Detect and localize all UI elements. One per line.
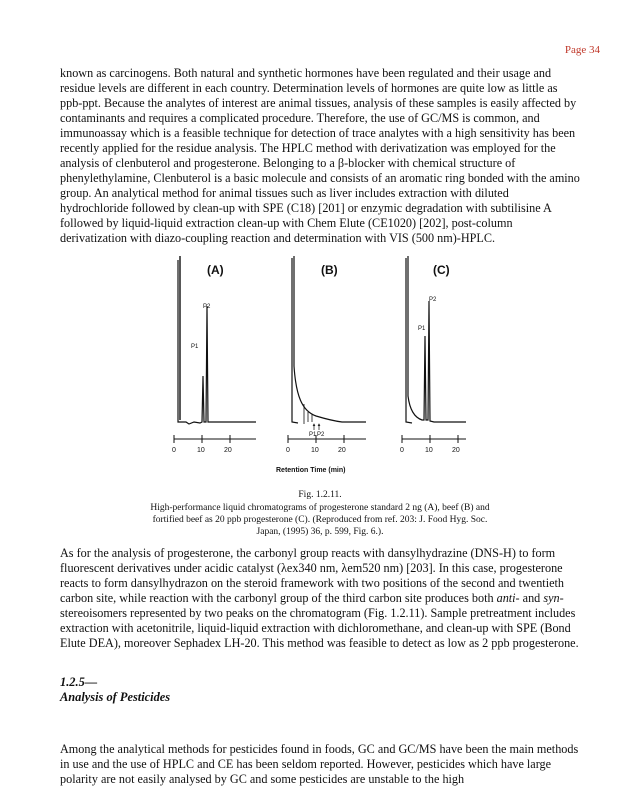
- p2-em-text: em520 nm) [203]. In this case, progesterone reacts to form dansylhydrazon on the steroid framework with two positions of the second and twentieth carbon site, while reaction with the carbonyl group of the third carbon site produces both: [60, 561, 564, 605]
- panel-c-tick-0: 0: [400, 447, 404, 454]
- p2-ex-text: ex340 nm,: [286, 561, 342, 575]
- page-number: Page 34: [564, 44, 600, 56]
- panel-a-peak-p1: P1: [191, 344, 199, 350]
- anti-text: anti-: [496, 591, 520, 605]
- chromatogram-figure: [166, 246, 476, 482]
- panel-b: [286, 256, 366, 454]
- x-axis-title: Retention Time (min): [276, 467, 346, 474]
- panel-c-label: (C): [433, 263, 450, 277]
- p1-text-b: -blocker with chemical structure of phenylethylamine, Clenbuterol is a basic molecule and consists of an aromatic ring bonded with the amino group. An analytical method for animal tissues such as liver includes extraction with diluted hydrochloride followed by clean-up with SPE (C18) [201] or enzymic degradation with subtilisine A followed by liquid-liquid extraction clean-up with Chem Elute (CE1020) [202], post-column derivatization with diazo-coupling reaction and determination with VIS (500 nm)-HPLC.: [60, 156, 580, 245]
- lambda-em-symbol: λ: [341, 561, 348, 575]
- panel-a-tick-20: 20: [224, 447, 232, 454]
- panel-c-tick-10: 10: [425, 447, 433, 454]
- beta-symbol: β: [337, 156, 345, 170]
- and-text: and: [519, 591, 544, 605]
- p2-text-b: stereoisomers represented by two peaks on the chromatogram (Fig. 1.2.11). Sample pretreatment includes extraction with acetonitrile, liquid-liquid extraction with dichloromethane, and clean-up with SPE (Bond Elute DEA), moreover Sephadex LH-20. This method was feasible to detect as low as 2 ppb progesterone.: [60, 606, 579, 650]
- paragraph-pesticides: Among the analytical methods for pesticides found in foods, GC and GC/MS have been the main methods in use and the use of HPLC and CE has been seldom reported. However, pesticides which have large polarity are not easily analysed by GC and some pesticides are unstable to the high: [60, 742, 579, 786]
- panel-a-label: (A): [207, 263, 224, 277]
- p1-text-a: known as carcinogens. Both natural and synthetic hormones have been regulated and their usage and residue levels are different in each country. Determination levels of hormones are quite low as little as ppb-ppt. Because the analytes of interest are animal tissues, analysis of these samples is easily affected by contaminants and requires a complicated procedure. Therefore, the use of GC/MS is common, and immunoassay which is a feasible technique for detection of trace analytes with a high sensitivity has been recently applied for the residue analysis. The HPLC method with derivatization was employed for the analysis of clenbuterol and progesterone. Belonging to a: [60, 66, 577, 170]
- panel-c-tick-20: 20: [452, 447, 460, 454]
- panel-b-peak-p1: P1: [309, 432, 317, 438]
- section-number: 1.2.5—: [60, 675, 98, 689]
- paragraph-hormones: [60, 66, 580, 246]
- panel-b-tick-20: 20: [338, 447, 346, 454]
- panel-c: [400, 256, 466, 454]
- section-title: Analysis of Pesticides: [60, 690, 171, 704]
- panel-b-tick-10: 10: [311, 447, 319, 454]
- p2-text-a: As for the analysis of progesterone, the carbonyl group reacts with dansylhydrazine (DNS-H) to form fluorescent derivatives under acidic catalyst (: [60, 546, 556, 575]
- panel-a-tick-0: 0: [172, 447, 176, 454]
- paragraph-progesterone: [60, 546, 580, 651]
- figure-label: Fig. 1.2.11.: [298, 490, 342, 500]
- figure-caption: High-performance liquid chromatograms of progesterone standard 2 ng (A), beef (B) and fortified beef as 20 ppb progesterone (C). (Reproduced from ref. 203: J. Food Hyg. Soc. Japan, (1995) 36, p. 599, Fig. 6.).: [150, 503, 490, 537]
- panel-b-label: (B): [321, 263, 338, 277]
- panel-c-peak-p1: P1: [418, 326, 426, 332]
- panel-c-peak-p2: P2: [429, 297, 437, 303]
- panel-b-peak-p2: P2: [317, 432, 325, 438]
- panel-a: [172, 256, 256, 454]
- lambda-ex-symbol: λ: [280, 561, 287, 575]
- panel-b-tick-0: 0: [286, 447, 290, 454]
- panel-a-peak-p2: P2: [203, 304, 211, 310]
- syn-text: syn-: [543, 591, 564, 605]
- panel-a-tick-10: 10: [197, 447, 205, 454]
